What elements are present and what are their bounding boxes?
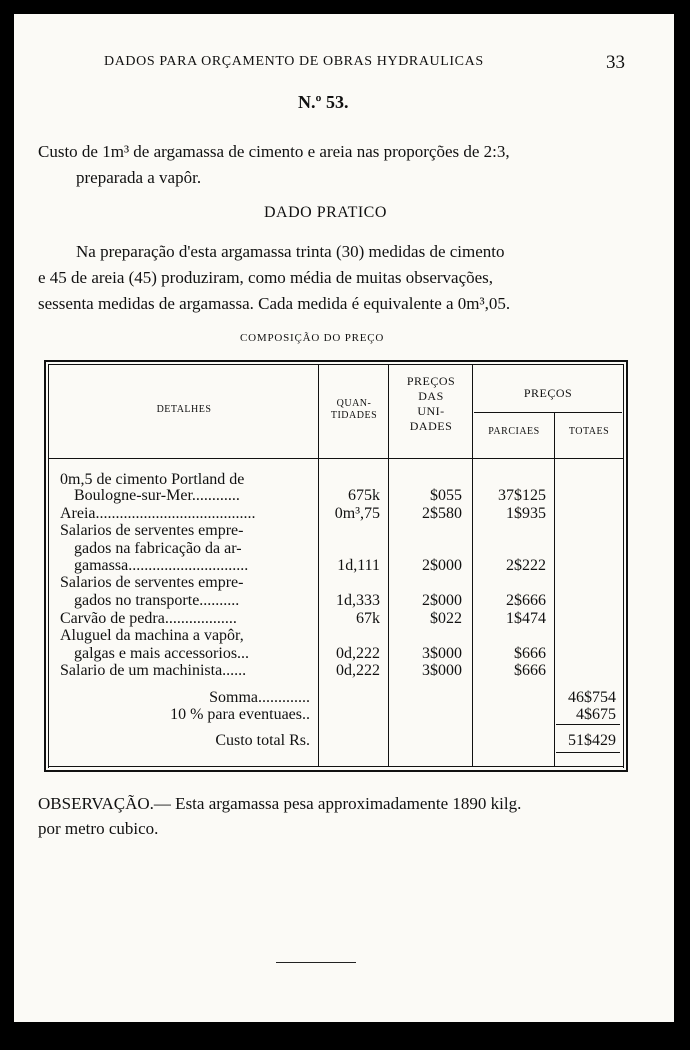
item-number: N.º 53. <box>298 92 349 112</box>
header-detalhes: DETALHES <box>156 404 212 415</box>
row5-qty: 67k <box>356 610 380 627</box>
paragraph-line-1: Na preparação d'esta argamassa trinta (30) medidas de cimento <box>76 242 505 261</box>
row3-detail-1: Salarios de serventes empre- <box>60 522 244 539</box>
row7-qty: 0d,222 <box>336 662 380 679</box>
row6-partial: $666 <box>514 645 546 662</box>
row5-detail-1: Carvão de pedra.................. <box>60 610 237 627</box>
row7-detail-1: Salario de um machinista...... <box>60 662 247 679</box>
row3-partial: 2$222 <box>506 557 546 574</box>
row2-detail-1: Areia........................................ <box>60 505 256 522</box>
header-parciaes: PARCIAES <box>488 426 540 437</box>
paragraph-line-2: e 45 de areia (45) produziram, como média de muitas observações, <box>38 268 494 287</box>
header-precos: PREÇOS <box>523 386 573 400</box>
row4-qty: 1d,333 <box>336 592 380 609</box>
running-header: DADOS PARA ORÇAMENTO DE OBRAS HYDRAULICAS <box>104 54 484 69</box>
price-table <box>44 360 628 772</box>
header-precos-unidades: PREÇOS DAS UNI- DADES <box>406 374 456 433</box>
page-number: 33 <box>606 52 625 73</box>
row3-qty: 1d,111 <box>337 557 380 574</box>
book-page <box>14 14 674 1022</box>
summary-custo-label: Custo total Rs. <box>215 732 310 749</box>
row1-qty: 675k <box>348 487 380 504</box>
row4-detail-2: gados no transporte.......... <box>74 592 240 609</box>
row4-unit: 2$000 <box>422 592 462 609</box>
row6-detail-2: galgas e mais accessorios... <box>74 645 250 662</box>
row3-detail-2: gados na fabricação da ar- <box>74 540 242 557</box>
row5-partial: 1$474 <box>506 610 546 627</box>
row1-detail-2: Boulogne-sur-Mer............ <box>74 487 240 504</box>
intro-line-2: preparada a vapôr. <box>76 168 202 187</box>
summary-somma-total: 46$754 <box>568 689 616 706</box>
row6-unit: 3$000 <box>422 645 462 662</box>
paragraph-line-3: sessenta medidas de argamassa. Cada medida é equivalente a 0m³,05. <box>38 294 511 313</box>
row1-unit: $055 <box>430 487 462 504</box>
row6-detail-1: Aluguel da machina a vapôr, <box>60 627 244 644</box>
summary-eventuaes-total: 4$675 <box>576 706 616 723</box>
footer-rule <box>276 962 356 963</box>
composition-title: COMPOSIÇÃO DO PREÇO <box>240 332 385 344</box>
row4-partial: 2$666 <box>506 592 546 609</box>
row2-partial: 1$935 <box>506 505 546 522</box>
row4-detail-1: Salarios de serventes empre- <box>60 574 244 591</box>
intro-line-1: Custo de 1m³ de argamassa de cimento e areia nas proporções de 2:3, <box>38 142 510 161</box>
observation-line-1: OBSERVAÇÃO.— Esta argamassa pesa approximadamente 1890 kilg. <box>38 794 522 813</box>
row1-partial: 37$125 <box>498 487 546 504</box>
row2-unit: 2$580 <box>422 505 462 522</box>
observation-line-2: por metro cubico. <box>38 819 159 838</box>
header-totaes: TOTAES <box>568 426 610 437</box>
section-heading: DADO PRATICO <box>264 204 387 221</box>
row7-unit: 3$000 <box>422 662 462 679</box>
row1-detail-1: 0m,5 de cimento Portland de <box>60 471 245 488</box>
summary-somma-label: Somma............. <box>209 689 310 706</box>
row6-qty: 0d,222 <box>336 645 380 662</box>
row3-detail-3: gamassa.............................. <box>74 557 249 574</box>
header-quantidades: QUAN- TIDADES <box>330 398 378 421</box>
summary-custo-total: 51$429 <box>568 732 616 749</box>
row5-unit: $022 <box>430 610 462 627</box>
row2-qty: 0m³,75 <box>334 505 380 522</box>
summary-eventuaes-label: 10 % para eventuaes.. <box>170 706 310 723</box>
row3-unit: 2$000 <box>422 557 462 574</box>
row7-partial: $666 <box>514 662 546 679</box>
